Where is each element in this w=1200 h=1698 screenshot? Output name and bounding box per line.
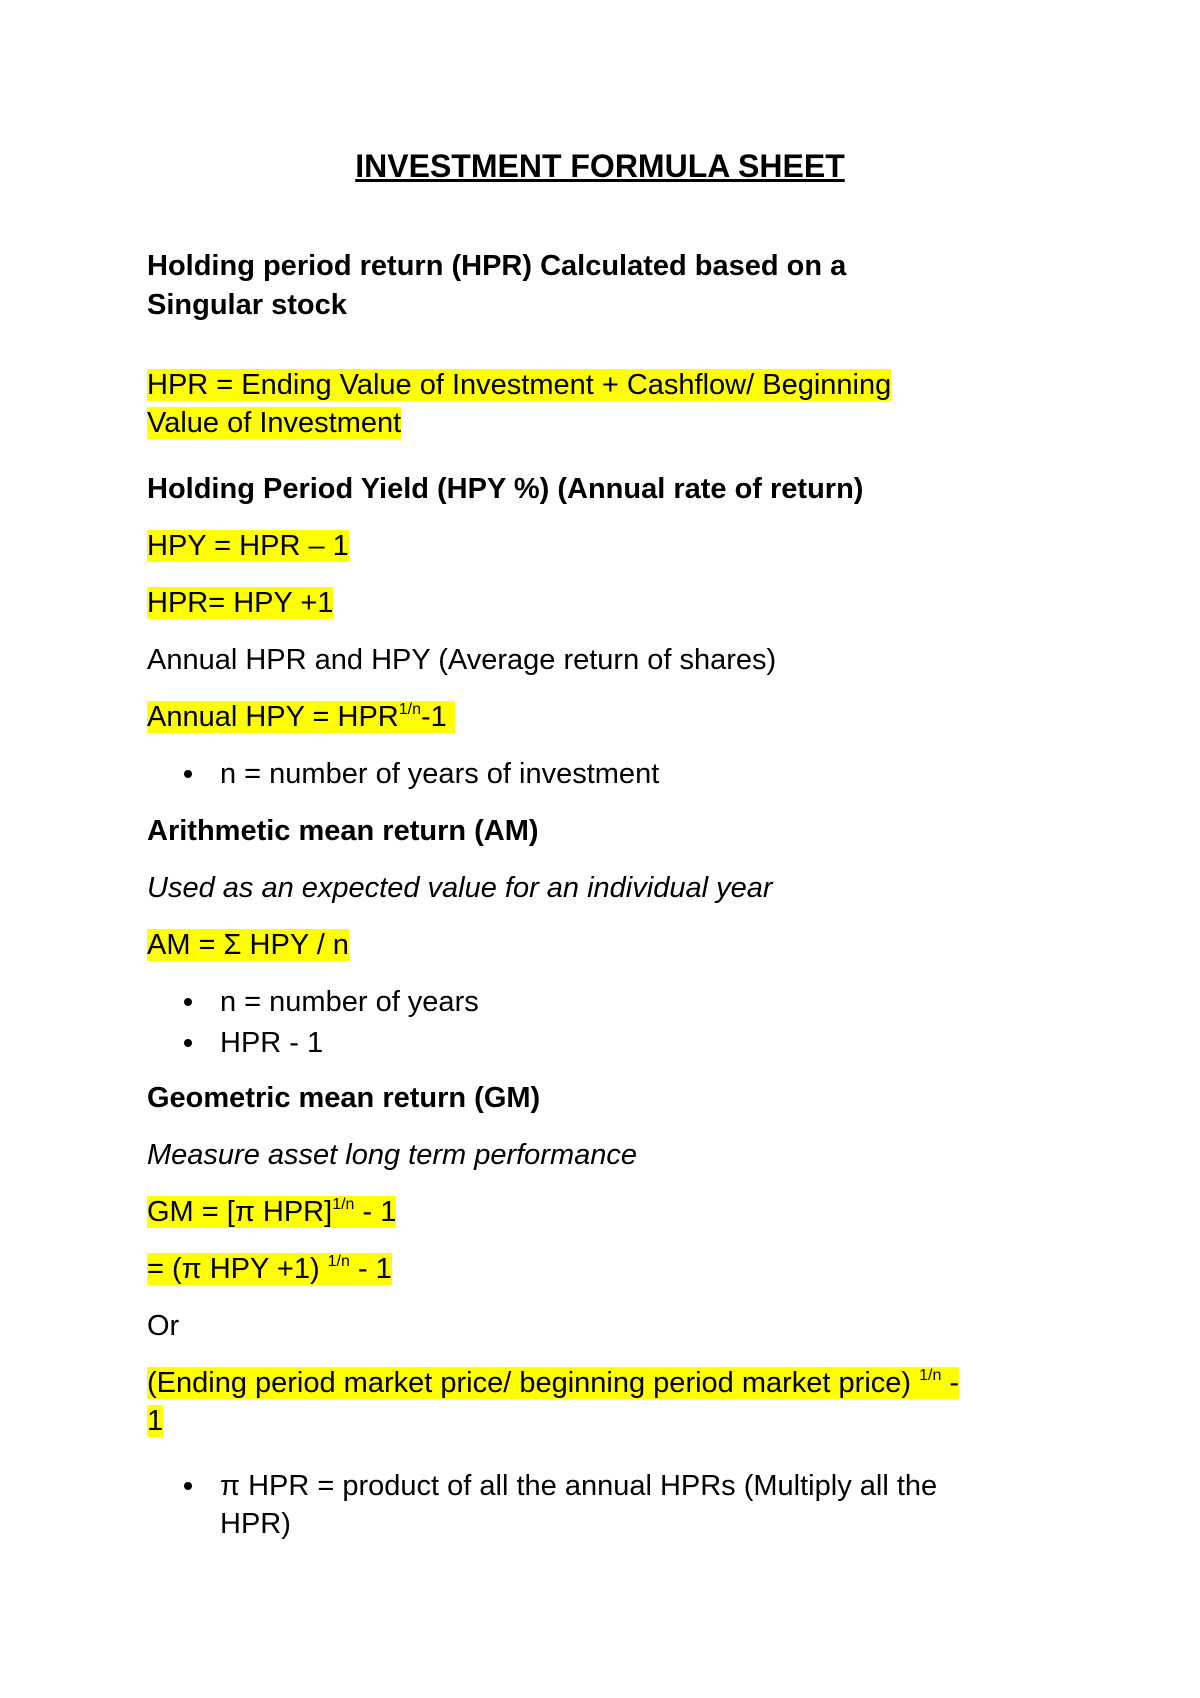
gm-formula-3	[147, 1367, 959, 1399]
gm-formula3-line1	[147, 1364, 1080, 1403]
hpr-formula-text2: Value of Investment	[147, 407, 402, 439]
hpr-formula-text1: HPR = Ending Value of Investment + Cashflow/ Beginning	[147, 369, 892, 401]
annual-formula-base: Annual HPY = HPR	[147, 701, 399, 733]
bullet-icon	[184, 1039, 192, 1047]
am-bullet-text-1: n = number of years	[220, 986, 479, 1018]
hpr-from-hpy-line	[147, 584, 1080, 623]
gm-formula1-line	[147, 1193, 1080, 1232]
bullet-icon	[184, 998, 192, 1006]
gm-formula3-exponent: 1/n	[919, 1367, 942, 1384]
annual-formula	[147, 701, 455, 733]
gm-formula2-line	[147, 1250, 1080, 1289]
gm-formula3-tail: -	[941, 1367, 960, 1399]
page-title: INVESTMENT FORMULA SHEET	[355, 148, 845, 184]
am-heading: Arithmetic mean return (AM)	[147, 815, 539, 847]
bullet-icon	[184, 770, 192, 778]
annual-formula-exponent: 1/n	[398, 701, 421, 718]
annual-formula-tail: -1	[421, 701, 447, 733]
hpy-heading: Holding Period Yield (HPY %) (Annual rate of return)	[147, 473, 864, 505]
hpr-heading-line2: Singular stock	[147, 289, 347, 321]
gm-formula1-exponent: 1/n	[332, 1196, 355, 1213]
hpy-formula-line	[147, 527, 1080, 566]
annual-bullet-text: n = number of years of investment	[220, 758, 660, 790]
gm-formula2-tail: - 1	[349, 1253, 392, 1285]
annual-formula-line	[147, 698, 1080, 737]
hpr-formula-line2	[147, 404, 1080, 443]
am-formula-line	[147, 926, 1080, 965]
gm-formula2-exponent: 1/n	[327, 1253, 350, 1270]
hpr-from-hpy-formula: HPR= HPY +1	[147, 587, 334, 619]
hpr-heading-line1: Holding period return (HPR) Calculated based on a	[147, 250, 847, 282]
am-bullet-text-2: HPR - 1	[220, 1027, 324, 1059]
gm-formula-2	[147, 1253, 392, 1285]
hpy-formula: HPY = HPR – 1	[147, 530, 349, 562]
gm-formula-1	[147, 1196, 396, 1228]
gm-bullet-line2: HPR)	[220, 1508, 291, 1540]
annual-heading: Annual HPR and HPY (Average return of shares)	[147, 644, 777, 676]
gm-heading: Geometric mean return (GM)	[147, 1082, 541, 1114]
gm-formula3-base: (Ending period market price/ beginning period market price)	[147, 1367, 920, 1399]
gm-formula2-base: = (π HPY +1)	[147, 1253, 328, 1285]
gm-formula3-continuation: 1	[147, 1405, 164, 1437]
gm-formula1-base: GM = [π HPR]	[147, 1196, 333, 1228]
hpr-formula-line1	[147, 366, 1080, 405]
am-description: Used as an expected value for an individual year	[147, 872, 773, 904]
gm-formula3-line2	[147, 1402, 1080, 1441]
gm-formula1-tail: - 1	[354, 1196, 397, 1228]
bullet-icon	[184, 1482, 192, 1490]
gm-bullet-line1: π HPR = product of all the annual HPRs (Multiply all the	[220, 1470, 938, 1502]
am-formula: AM = Σ HPY / n	[147, 929, 349, 961]
or-text: Or	[147, 1310, 180, 1342]
gm-description: Measure asset long term performance	[147, 1139, 637, 1171]
